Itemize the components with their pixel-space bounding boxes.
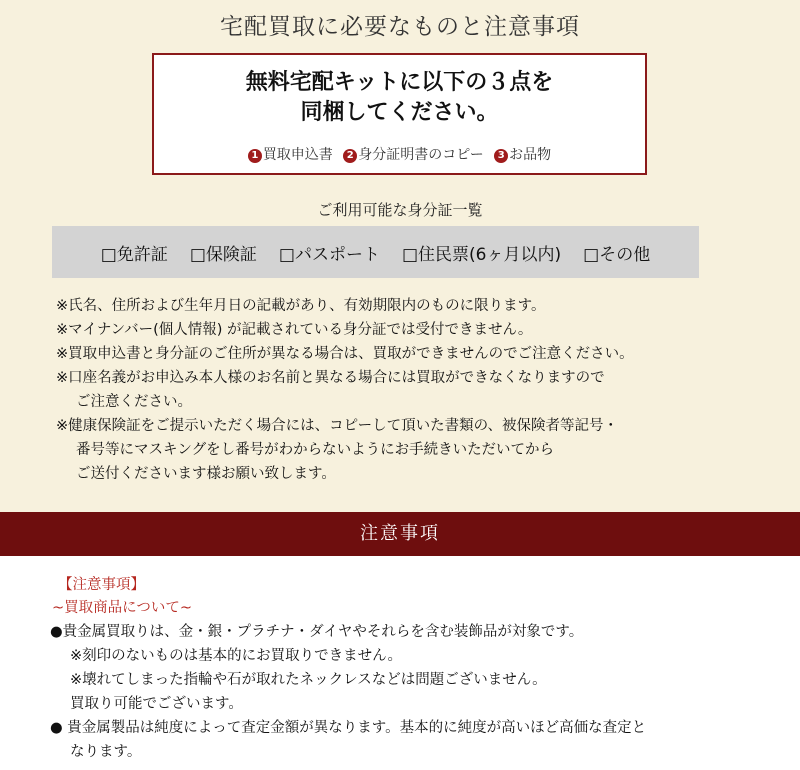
kit-item-application-form xyxy=(248,147,333,163)
caution-line: ● 貴金属製品は純度によって査定金額が異なります。基本的に純度が高いほど高価な査定と xyxy=(50,720,647,736)
id-notes xyxy=(56,294,776,486)
number-1-icon: 1 xyxy=(248,149,262,163)
caution-line: ●貴金属買取りは、金・銀・プラチナ・ダイヤやそれらを含む装飾品が対象です。 xyxy=(50,624,584,640)
kit-item-label: 買取申込書 xyxy=(262,147,333,163)
caution-line: なります。 xyxy=(70,744,142,760)
id-option-other: □その他 xyxy=(583,244,651,265)
kit-items-list xyxy=(154,144,645,164)
caution-banner: 注意事項 xyxy=(0,512,800,556)
id-list-title: ご利用可能な身分証一覧 xyxy=(317,201,483,219)
id-option-license: □免許証 xyxy=(100,244,168,265)
caution-label: 【注意事項】 xyxy=(58,577,145,593)
caution-body xyxy=(50,620,780,764)
number-2-icon: 2 xyxy=(343,149,357,163)
note-line: ご送付くださいます様お願い致します。 xyxy=(76,466,336,482)
kit-instruction-line-1: 無料宅配キットに以下の３点を xyxy=(245,69,554,95)
note-line: ※マイナンバー(個人情報) が記載されている身分証では受付できません。 xyxy=(56,322,533,338)
note-line: 番号等にマスキングをし番号がわからないようにお手続きいただいてから xyxy=(76,442,555,458)
caution-line: 買取り可能でございます。 xyxy=(70,696,243,712)
caution-subtitle: ~買取商品について~ xyxy=(52,600,193,616)
note-line: ※買取申込書と身分証のご住所が異なる場合は、買取ができませんのでご注意ください。 xyxy=(56,346,634,362)
kit-item-label: お品物 xyxy=(509,147,552,163)
note-line: ※氏名、住所および生年月日の記載があり、有効期限内のものに限ります。 xyxy=(56,298,546,314)
number-3-icon: 3 xyxy=(494,149,508,163)
id-option-passport: □パスポート xyxy=(278,244,380,265)
kit-item-goods xyxy=(494,147,551,163)
id-option-residence-cert: □住民票(6ヶ月以内) xyxy=(401,244,562,265)
id-option-insurance: □保険証 xyxy=(189,244,257,265)
kit-contents-box xyxy=(152,53,647,175)
kit-item-label: 身分証明書のコピー xyxy=(358,147,484,163)
id-options-bar xyxy=(52,226,699,278)
kit-instruction-line-2: 同梱してください。 xyxy=(300,99,499,125)
kit-item-id-copy xyxy=(343,147,483,163)
caution-line: ※壊れてしまった指輪や石が取れたネックレスなどは問題ございません。 xyxy=(70,672,547,688)
note-line: ※口座名義がお申込み本人様のお名前と異なる場合には買取ができなくなりますので xyxy=(56,370,605,386)
note-line: ご注意ください。 xyxy=(76,394,192,410)
section-heading: 宅配買取に必要なものと注意事項 xyxy=(220,14,580,40)
note-line: ※健康保険証をご提示いただく場合には、コピーして頂いた書類の、被保険者等記号・ xyxy=(56,418,618,434)
caution-line: ※刻印のないものは基本的にお買取りできません。 xyxy=(70,648,403,664)
